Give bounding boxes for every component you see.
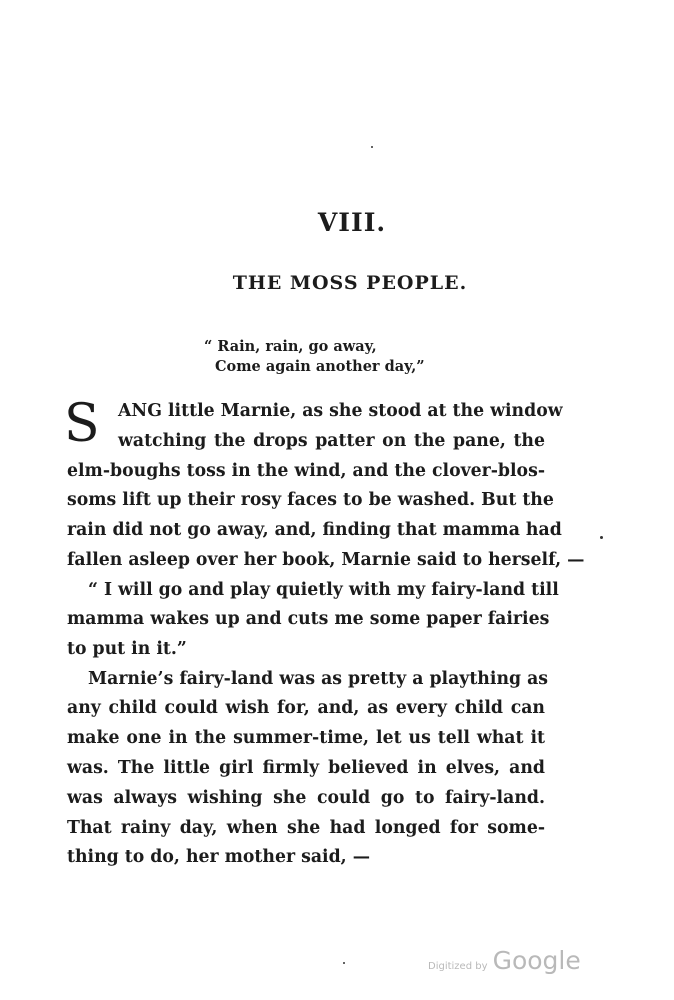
text-line: fallen asleep over her book, Marnie said to herself, — xyxy=(67,550,585,570)
text-line: That rainy day, when she had longed for some- xyxy=(67,818,545,838)
text-line: ANG little Marnie, as she stood at the window xyxy=(118,401,563,421)
text-line: soms lift up their rosy faces to be washed. But the xyxy=(67,490,554,510)
epigraph-line: “ Rain, rain, go away, xyxy=(204,338,377,355)
text-line: make one in the summer-time, let us tell what it xyxy=(67,728,545,748)
text-line: rain did not go away, and, finding that mamma had xyxy=(67,520,562,540)
text-line: “ I will go and play quietly with my fairy-land till xyxy=(88,580,559,600)
text-line: to put in it.” xyxy=(67,639,187,659)
epigraph xyxy=(204,337,425,377)
ink-speck xyxy=(600,536,603,539)
text-line: Marnie’s fairy-land was as pretty a plaything as xyxy=(88,669,549,689)
ink-speck xyxy=(371,146,373,148)
text-line: watching the drops patter on the pane, the xyxy=(118,431,545,451)
epigraph-line: Come again another day,” xyxy=(215,358,425,375)
text-line: elm-boughs toss in the wind, and the clover-blos- xyxy=(67,461,545,481)
google-logo: Google xyxy=(492,946,581,975)
text-line: was always wishing she could go to fairy-land. xyxy=(67,788,545,808)
text-line: mamma wakes up and cuts me some paper fairies xyxy=(67,609,550,629)
text-line: any child could wish for, and, as every child can xyxy=(67,698,545,718)
watermark-prefix: Digitized by xyxy=(428,961,488,972)
digitized-by-google-watermark xyxy=(428,946,581,975)
text-line: thing to do, her mother said, — xyxy=(67,847,370,867)
drop-cap: S xyxy=(64,394,100,454)
chapter-number: VIII. xyxy=(317,208,387,237)
ink-speck xyxy=(343,962,345,964)
text-line: was. The little girl firmly believed in elves, and xyxy=(67,758,545,778)
chapter-title: THE MOSS PEOPLE. xyxy=(232,272,468,294)
